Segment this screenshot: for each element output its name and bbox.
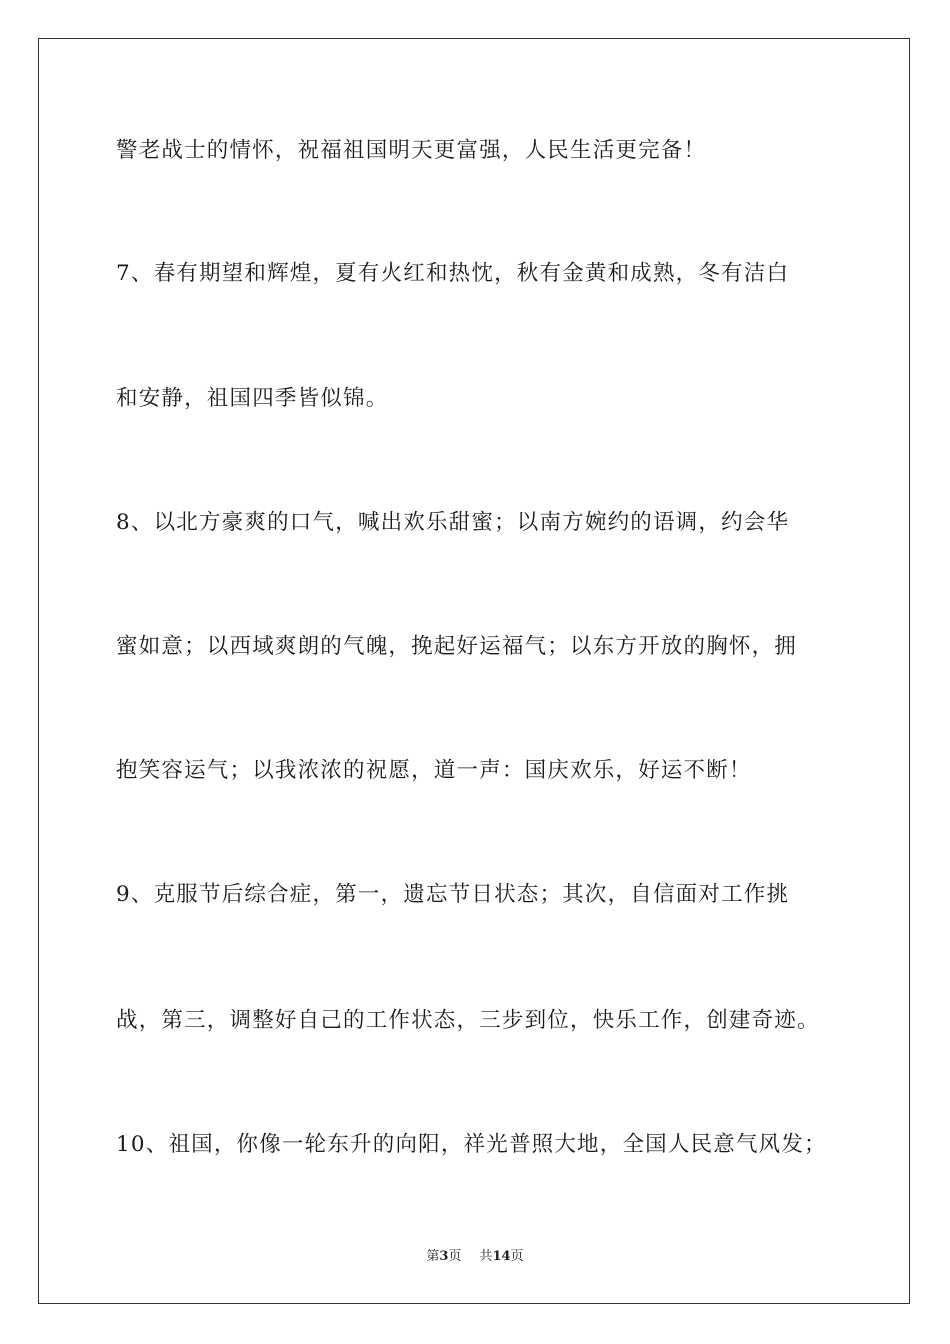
page-footer [0,1248,950,1266]
text-line-1: 警老战士的情怀，祝福祖国明天更富强，人民生活更完备！ [116,138,707,163]
page-label-suffix: 页 [448,1249,462,1264]
text-line-7: 9、克服节后综合症，第一，遗忘节日状态；其次，自信面对工作挑 [116,882,790,907]
text-line-5: 蜜如意；以西域爽朗的气魄，挽起好运福气；以东方开放的胸怀，拥 [116,634,798,659]
text-line-9: 10、祖国，你像一轮东升的向阳，祥光普照大地，全国人民意气风发； [116,1132,827,1157]
page-border [38,38,910,1304]
text-line-4: 8、以北方豪爽的口气，喊出欢乐甜蜜；以南方婉约的语调，约会华 [116,510,790,535]
text-line-6: 抱笑容运气；以我浓浓的祝愿，道一声：国庆欢乐，好运不断！ [116,758,752,783]
text-line-2: 7、春有期望和辉煌，夏有火红和热忱，秋有金黄和成熟，冬有洁白 [116,261,790,286]
text-line-8: 战，第三，调整好自己的工作状态，三步到位，快乐工作，创建奇迹。 [116,1008,820,1033]
text-line-3: 和安静，祖国四季皆似锦。 [116,386,389,411]
total-label-suffix: 页 [510,1249,524,1264]
page-label-prefix: 第 [426,1249,440,1264]
total-pages: 14 [492,1249,511,1264]
page-number: 3 [439,1249,449,1264]
total-label-prefix: 共 [479,1249,493,1264]
